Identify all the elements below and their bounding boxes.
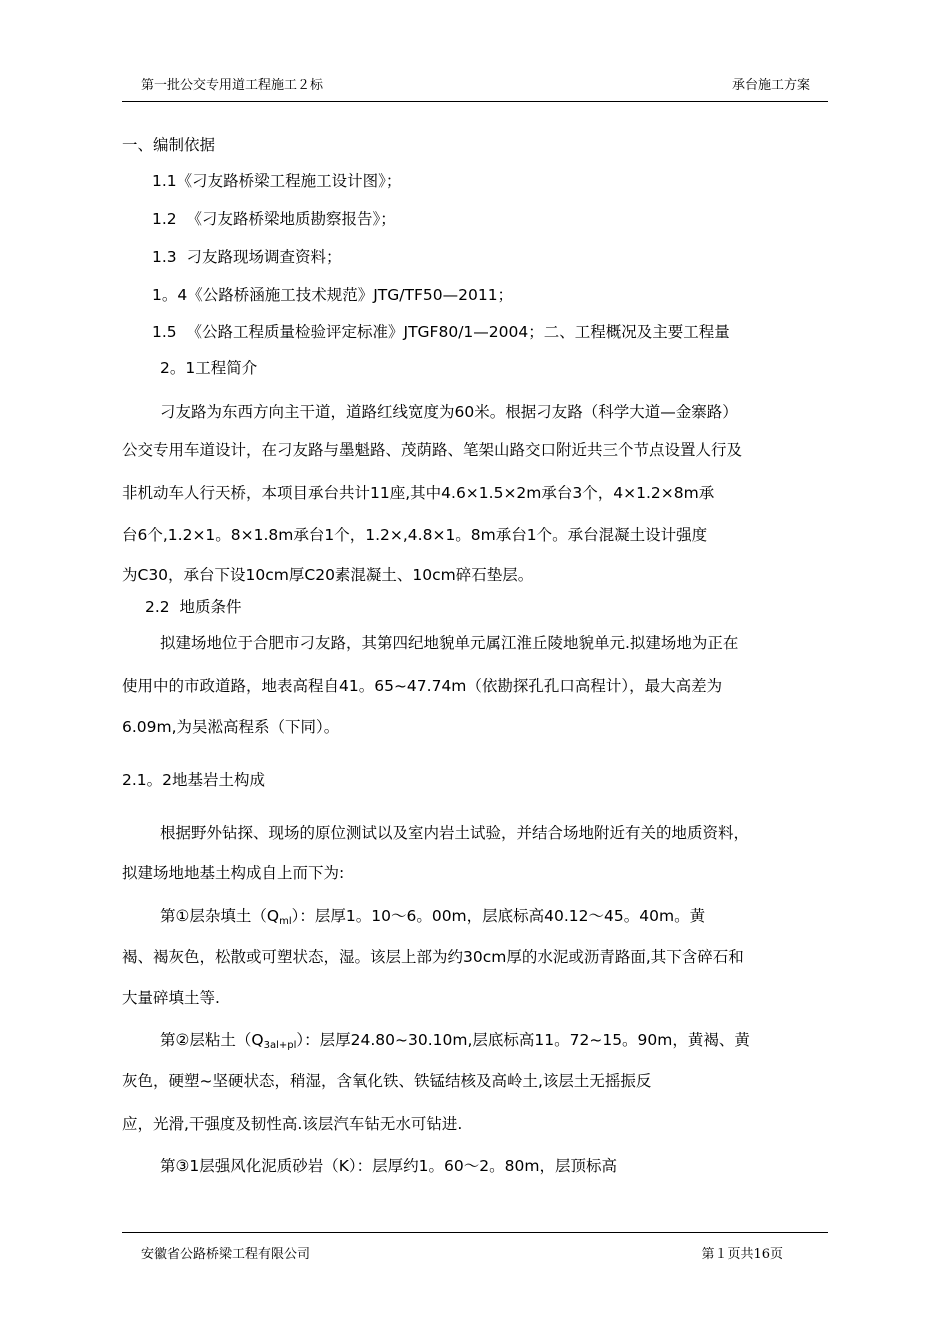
layer-1-line: 大量碎填土等.: [122, 989, 220, 1007]
basis-item-2: 1.2 《刁友路桥梁地质勘察报告》；: [152, 210, 396, 228]
strata-paragraph-line: 拟建场地地基土构成自上而下为:: [122, 864, 345, 882]
overview-paragraph-line: 台6个,1.2×1。8×1.8m承台1个，1.2×,4.8×1。8m承台1个。承台混凝土设计强度: [122, 526, 708, 544]
header-doc-title: 承台施工方案: [731, 78, 810, 93]
layer-3-line: 第③1层强风化泥质砂岩（K）：层厚约1。60～2。80m，层顶标高: [160, 1157, 617, 1175]
section-2-2-title: 2.2 地质条件: [145, 598, 242, 616]
overview-paragraph-line: 刁友路为东西方向主干道，道路红线宽度为60米。根据刁友路（科学大道—金寨路）: [160, 403, 738, 421]
geology-paragraph-line: 使用中的市政道路，地表高程自41。65~47.74m（依勘探孔孔口高程计），最大高差为: [122, 677, 723, 695]
layer-1-line: 褐、褐灰色，松散或可塑状态，湿。该层上部为约30cm厚的水泥或沥青路面,其下含碎石和: [122, 948, 744, 966]
overview-paragraph-line: 为C30，承台下设10cm厚C20素混凝土、10cm碎石垫层。: [122, 566, 534, 584]
geology-paragraph-line: 拟建场地位于合肥市刁友路，其第四纪地貌单元属江淮丘陵地貌单元.拟建场地为正在: [160, 634, 739, 652]
section-2-1-title: 2。1工程简介: [160, 359, 258, 377]
layer-2-line: 应，光滑,干强度及韧性高.该层汽车钻无水可钻进.: [122, 1115, 463, 1133]
basis-item-5: 1.5 《公路工程质量检验评定标准》JTGF80/1—2004；二、工程概况及主要工程量: [152, 323, 730, 341]
header-rule: [122, 101, 828, 102]
overview-paragraph-line: 公交专用车道设计，在刁友路与墨魁路、茂荫路、笔架山路交口附近共三个节点设置人行及: [122, 441, 743, 459]
section-2-1-2-title: 2.1。2地基岩土构成: [122, 771, 266, 789]
footer-page-number: 第１页共16页: [701, 1247, 783, 1262]
basis-item-3: 1.3 刁友路现场调查资料；: [152, 248, 342, 266]
section-1-title: 一、编制依据: [122, 136, 216, 154]
overview-paragraph-line: 非机动车人行天桥，本项目承台共计11座,其中4.6×1.5×2m承台3个，4×1.2×8m承: [122, 484, 715, 502]
layer-2-line: 第②层粘土$(Q_{3al+pl})$：层厚24.80~30.10m,层底标高11。72~15。90m，黄褐、黄: [160, 1031, 750, 1051]
layer-2-line: 灰色，硬塑~坚硬状态，稍湿，含氧化铁、铁锰结核及高岭土,该层土无摇振反: [122, 1072, 652, 1090]
footer-rule: [122, 1232, 828, 1233]
footer-company: 安徽省公路桥梁工程有限公司: [141, 1247, 311, 1262]
geology-paragraph-line: 6.09m,为吴淞高程系（下同）。: [122, 718, 340, 736]
layer-1-line: 第①层杂填土$(Q_{ml})$：层厚1。10～6。00m，层底标高40.12～45。40m。黄: [160, 907, 706, 927]
basis-item-1: 1.1《刁友路桥梁工程施工设计图》；: [152, 172, 402, 190]
strata-paragraph-line: 根据野外钻探、现场的原位测试以及室内岩土试验，并结合场地附近有关的地质资料，: [160, 824, 750, 842]
header-project-name: 第一批公交专用道工程施工２标: [141, 78, 324, 93]
basis-item-4: 1。4《公路桥涵施工技术规范》JTG/TF50—2011；: [152, 286, 514, 304]
